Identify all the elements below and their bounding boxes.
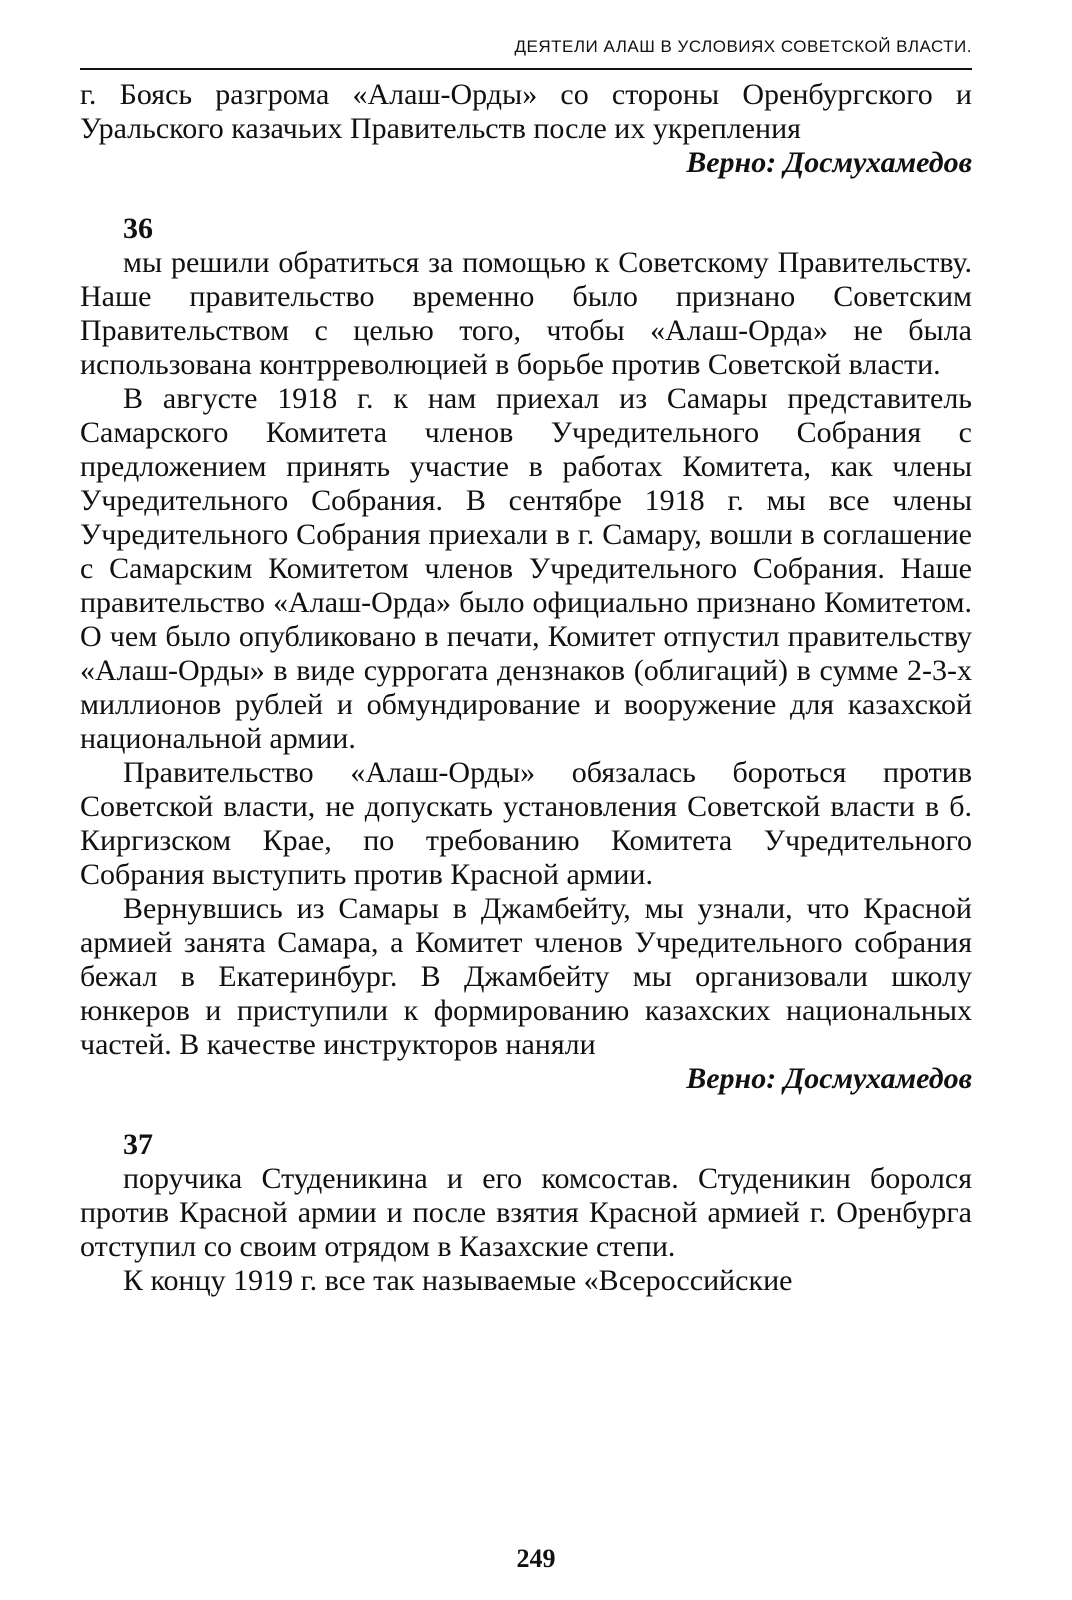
paragraph-36-2: В августе 1918 г. к нам приехал из Самары представитель Самарского Комитета членов Учредительного Собрания с предложением принять участие в работах Комитета, как члены Учредительного Собрания. В сентябре 1918 г. мы все члены Учредительного Собрания приехали в г. Самару, вошли в соглашение с Самарским Комитетом членов Учредительного Собрания. Наше правительство «Алаш-Орда» было официально признано Комитетом. О чем было опубликовано в печати, Комитет отпустил правительству «Алаш-Орды» в виде суррогата дензнаков (облигаций) в сумме 2-3-х миллионов рублей и обмундирование и вооружение для казахской национальной армии.: [80, 382, 972, 755]
running-head: ДЕЯТЕЛИ АЛАШ В УСЛОВИЯХ СОВЕТСКОЙ ВЛАСТИ.: [514, 37, 972, 56]
signature-2: Верно: Досмухамедов: [686, 1062, 972, 1095]
page-number: 249: [516, 1544, 556, 1573]
paragraph-36-3: Правительство «Алаш-Орды» обязалась бороться против Советской власти, не допускать установления Советской власти в б. Киргизском Крае, по требованию Комитета Учредительного Собрания выступить против Красной армии.: [80, 756, 972, 891]
paragraph-36-1: мы решили обратиться за помощью к Советскому Правительству. Наше правительство временно было признано Советским Правительством с целью того, чтобы «Алаш-Орда» не была использована контрреволюцией в борьбе против Советской власти.: [80, 246, 972, 381]
leaf-number-37: 37: [123, 1128, 153, 1161]
page: [80, 36, 972, 1298]
paragraph-continuation: г. Боясь разгрома «Алаш-Орды» со стороны Оренбургского и Уральского казачьих Правительств после их укрепления: [80, 78, 972, 145]
signature-1: Верно: Досмухамедов: [686, 146, 972, 179]
paragraph-36-4: Вернувшись из Самары в Джамбейту, мы узнали, что Красной армией занята Самара, а Комитет членов Учредительного собрания бежал в Екатеринбург. В Джамбейту мы организовали школу юнкеров и приступили к формированию казахских национальных частей. В качестве инструкторов наняли: [80, 892, 972, 1061]
paragraph-37-2: К концу 1919 г. все так называемые «Всероссийские: [123, 1264, 793, 1297]
body-text: [80, 78, 972, 1298]
leaf-number-36: 36: [123, 212, 153, 245]
paragraph-37-1: поручика Студеникина и его комсостав. Студеникин боролся против Красной армии и после взятия Красной армией г. Оренбурга отступил со своим отрядом в Казахские степи.: [80, 1162, 972, 1263]
header-rule: [80, 68, 972, 70]
